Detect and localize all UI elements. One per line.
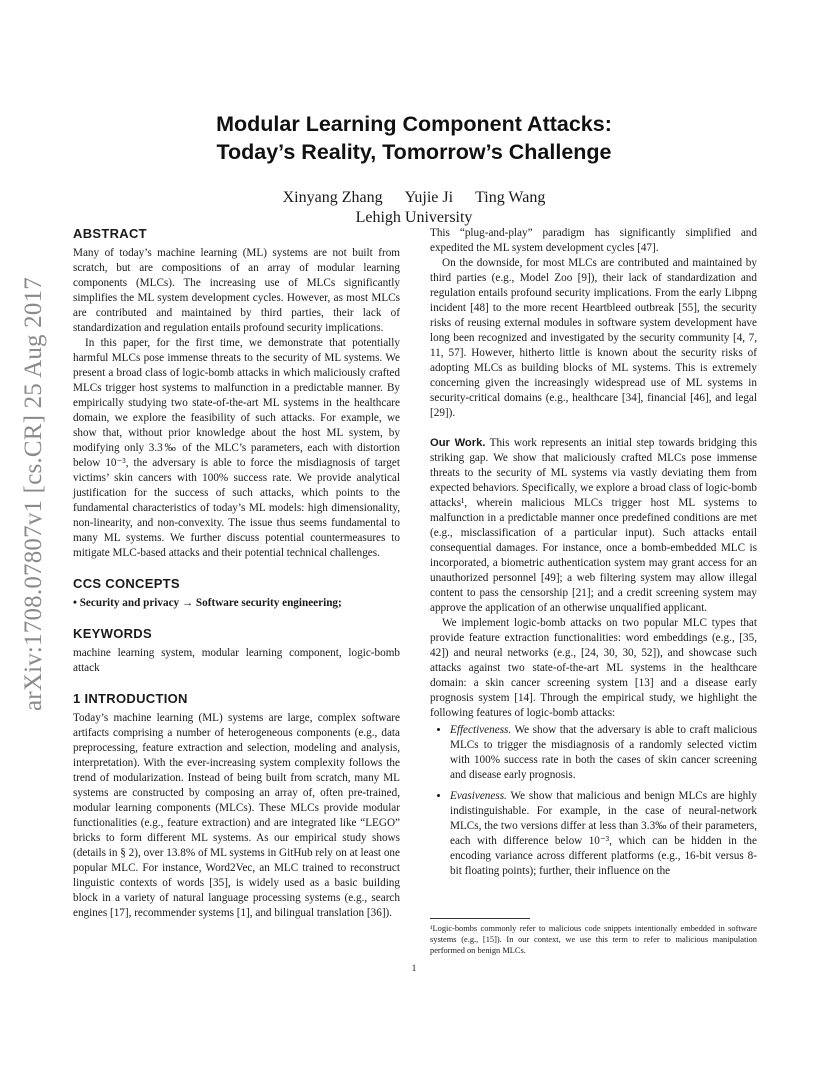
ccs-heading: CCS CONCEPTS	[73, 576, 180, 591]
title-block	[0, 110, 828, 228]
ccs-concepts: • Security and privacy → Software security engineering;	[73, 597, 342, 609]
our-work-text: This work represents an initial step towards bridging this striking gap. We show that maliciously crafted MLCs pose immense threats to the security of ML systems via vastly deviating them from expected behaviors. Specifically, we explore a broad class of logic-bomb attacks¹, wherein malicious MLCs trigger host ML systems to malfunction in a predictable manner once predefined conditions are met (e.g., misclassification of a particular input). Such attacks entail consequential damages. For instance, once a bomb-embedded MLC is incorporated, a biometric authentication system may grant access for an unauthorized personnel [49]; a web filtering system may allow illegal content to pass the censorship [21]; and a credit screening system may approve the application of an otherwise unqualified applicant.	[430, 437, 757, 614]
right-column	[430, 226, 757, 885]
feature-text: We show that the adversary is able to craft malicious MLCs to trigger the misdiagnosis of a randomly selected victim with 100% success rate in both the cases of skin cancer screening and disease early prognosis.	[450, 724, 757, 781]
abstract-paragraph: Many of today’s machine learning (ML) systems are not built from scratch, but are compositions of an array of modular learning components (MLCs). The increasing use of MLCs significantly simplifies the ML system development cycles. However, as most MLCs are contributed and maintained by third parties, their lack of standardization and regulation entails profound security implications.	[73, 247, 400, 334]
body-paragraph: This “plug-and-play” paradigm has significantly simplified and expedited the ML system development cycles [47].	[430, 227, 757, 254]
abstract-heading: ABSTRACT	[73, 226, 147, 241]
paper-title-line1: Modular Learning Component Attacks:	[216, 112, 612, 136]
body-paragraph: On the downside, for most MLCs are contributed and maintained by third parties (e.g., Model Zoo [9]), their lack of standardization and regulation entails profound security implications. From the early Libpng incident [48] to the more recent Heartbleed outbreak [55], the security risks of reusing external modules in software system development have long been recognized and investigated by the security community [4, 7, 11, 57]. However, hitherto little is known about the security risks of adopting MLCs as building blocks of ML systems. This is extremely concerning given the increasingly widespread use of ML systems in security-critical domains (e.g., healthcare [34], financial [46], and legal [29]).	[430, 257, 757, 419]
left-column	[73, 226, 400, 921]
feature-text: We show that malicious and benign MLCs are highly indistinguishable. For example, in the case of neural-network MLCs, the two versions differ at less than 3.3‰ of their parameters, each with difference below 10⁻³, which can be hidden in the encoding variance across different platforms (e.g., 16-bit versus 8-bit floating points); further, their influence on the	[450, 790, 757, 877]
feature-label: Effectiveness.	[450, 724, 512, 736]
arxiv-stamp	[18, 238, 50, 750]
author: Yujie Ji	[404, 189, 454, 206]
paper-title-line2: Today’s Reality, Tomorrow’s Challenge	[216, 140, 612, 164]
list-item	[450, 723, 757, 783]
feature-label: Evasiveness.	[450, 790, 507, 802]
footnote-rule	[430, 918, 530, 919]
introduction-paragraph: Today’s machine learning (ML) systems are large, complex software artifacts comprising a number of heterogeneous components (e.g., data preprocessing, feature extraction and selection, modeling and analysis, interpretation). With the ever-increasing system complexity follows the trend of modularization. Instead of being built from scratch, many ML systems are constructed by composing an array of, often pre-trained, modular learning components (MLCs). These MLCs provide modular functionalities (e.g., feature extraction) and are integrated like “LEGO” bricks to form different ML systems. As our empirical study shows (details in § 2), over 13.8% of ML systems in GitHub rely on at least one popular MLC. For instance, Word2Vec, an MLC trained to reconstruct linguistic contexts of words [35], is widely used as a basic building block in a variety of natural language processing systems (e.g., search engines [17], recommender systems [1], and bilingual translation [36]).	[73, 712, 400, 919]
list-item	[450, 789, 757, 879]
affiliation: Lehigh University	[355, 209, 473, 226]
author-list	[0, 188, 828, 208]
feature-list	[430, 723, 757, 879]
keywords-text: machine learning system, modular learning component, logic-bomb attack	[73, 647, 400, 674]
our-work-label: Our Work.	[430, 437, 486, 449]
author: Xinyang Zhang	[282, 189, 383, 206]
author: Ting Wang	[475, 189, 546, 206]
introduction-heading: 1 INTRODUCTION	[73, 691, 188, 706]
body-paragraph: We implement logic-bomb attacks on two popular MLC types that provide feature extraction functionalities: word embeddings (e.g., [35, 42]) and neural networks (e.g., [24, 30, 30, 52]), and showcase such attacks against two state-of-the-art ML systems in the healthcare domain: a skin cancer screening system [13] and a disease early prognosis system [14]. Through the empirical study, we highlight the following features of logic-bomb attacks:	[430, 617, 757, 719]
our-work-paragraph	[430, 436, 757, 616]
abstract-paragraph: In this paper, for the first time, we demonstrate that potentially harmful MLCs pose immense threats to the security of ML systems. We present a broad class of logic-bomb attacks in which maliciously crafted MLCs trigger host systems to malfunction in a predictable manner. By empirically studying two state-of-the-art ML systems in the healthcare domain, we explore the feasibility of such attacks. For example, we show that, without prior knowledge about the host ML system, by modifying only 3.3‰ of the MLC’s parameters, each with distortion below 10⁻³, the adversary is able to force the misdiagnosis of target victims’ skin cancers with 100% success rate. We provide analytical justification for the success of such attacks, which points to the fundamental characteristics of today’s ML models: high dimensionality, non-linearity, and non-convexity. The issue thus seems fundamental to many ML systems. We further discuss potential countermeasures to mitigate MLC-based attacks and their potential technical challenges.	[73, 337, 400, 559]
arxiv-stamp-text: arXiv:1708.07807v1 [cs.CR] 25 Aug 2017	[20, 277, 47, 711]
footnote: ¹Logic-bombs commonly refer to malicious code snippets intentionally embedded in software systems (e.g., [15]). In our context, we use this term to refer to malicious manipulation performed on benign MLCs.	[430, 924, 757, 955]
keywords-heading: KEYWORDS	[73, 626, 152, 641]
page-number: 1	[411, 964, 417, 974]
